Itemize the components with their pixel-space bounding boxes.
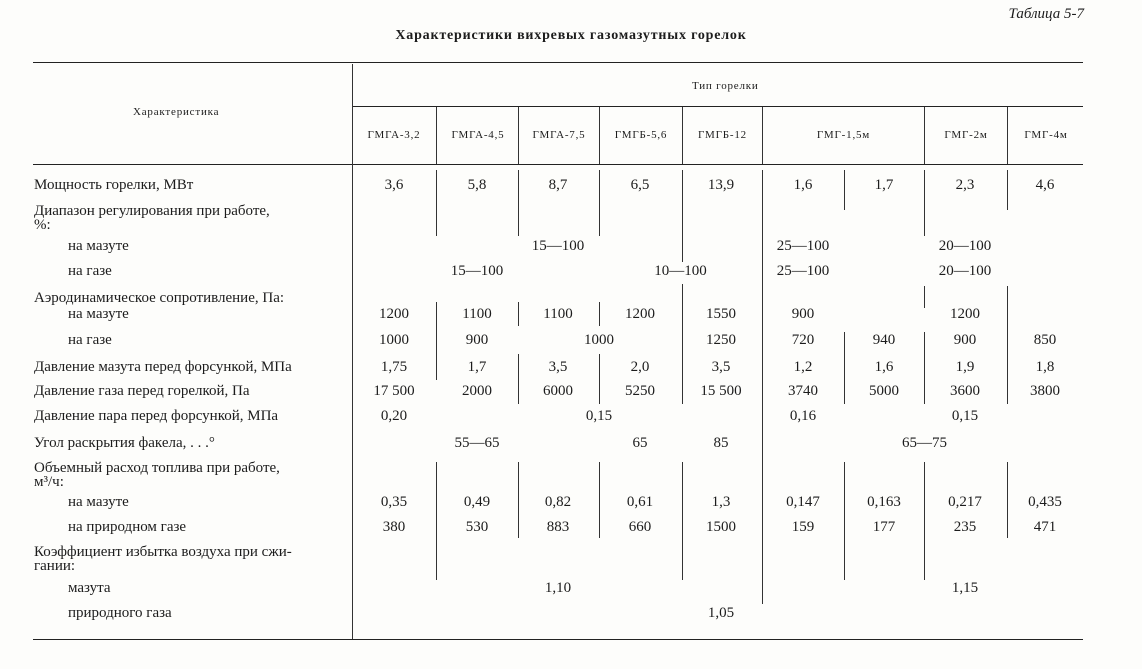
table-cell: 5250 xyxy=(625,383,655,399)
table-cell: 1,7 xyxy=(874,177,894,193)
table-cell: 0,435 xyxy=(1028,494,1062,510)
table-cell: 10—100 xyxy=(654,263,707,279)
table-cell: 15—100 xyxy=(531,238,585,254)
table-cell: 1,15 xyxy=(951,580,979,596)
table-cell: 0,49 xyxy=(463,494,491,510)
burner-type-label: ГМГ-1,5м xyxy=(816,129,871,141)
table-cell: 1250 xyxy=(706,332,736,348)
table-cell: 65—75 xyxy=(902,435,947,451)
table-cell: 177 xyxy=(872,519,896,535)
table-cell: 380 xyxy=(382,519,406,535)
table-cell: 3,5 xyxy=(548,359,568,375)
row-label: природного газа xyxy=(68,605,172,621)
table-cell: 1000 xyxy=(379,332,409,348)
table-cell: 159 xyxy=(791,519,815,535)
table-cell: 0,35 xyxy=(380,494,408,510)
burner-type-label: ГМГ-2м xyxy=(944,129,988,141)
table-cell: 530 xyxy=(465,519,489,535)
table-cell: 20—100 xyxy=(938,263,992,279)
table-cell: 15 500 xyxy=(700,383,742,399)
row-label: Мощность горелки, МВт xyxy=(34,177,194,193)
table-title: Характеристики вихревых газомазутных горелок xyxy=(395,28,747,43)
table-cell: 25—100 xyxy=(776,238,830,254)
table-cell: 900 xyxy=(465,332,489,348)
table-cell: 85 xyxy=(713,435,729,451)
table-cell: 0,147 xyxy=(786,494,820,510)
table-cell: 5000 xyxy=(869,383,899,399)
table-cell: 900 xyxy=(791,306,815,322)
row-label: Давление газа перед горелкой, Па xyxy=(34,383,250,399)
table-cell: 1200 xyxy=(379,306,409,322)
table-cell: 0,16 xyxy=(789,408,817,424)
table-cell: 900 xyxy=(953,332,977,348)
table-cell: 660 xyxy=(628,519,652,535)
row-label: на мазуте xyxy=(68,306,129,322)
table-cell: 940 xyxy=(872,332,896,348)
table-cell: 1200 xyxy=(625,306,655,322)
burner-type-label: ГМГБ-12 xyxy=(698,129,747,141)
table-cell: 1,3 xyxy=(711,494,731,510)
table-cell: 3740 xyxy=(788,383,818,399)
row-label: мазута xyxy=(68,580,111,596)
table-cell: 2,0 xyxy=(630,359,650,375)
table-cell: 3,5 xyxy=(711,359,731,375)
burner-type-label: ГМГА-3,2 xyxy=(367,129,421,141)
table-cell: 0,20 xyxy=(380,408,408,424)
table-cell: 0,217 xyxy=(948,494,982,510)
table-cell: 1000 xyxy=(584,332,614,348)
table-cell: 5,8 xyxy=(467,177,487,193)
burner-type-label: ГМГА-7,5 xyxy=(532,129,586,141)
table-cell: 0,82 xyxy=(544,494,572,510)
table-cell: 3,6 xyxy=(384,177,404,193)
row-label: на газе xyxy=(68,332,112,348)
table-cell: 1,2 xyxy=(793,359,813,375)
table-cell: 20—100 xyxy=(938,238,992,254)
row-label: Давление мазута перед форсункой, МПа xyxy=(34,359,292,375)
row-label: на природном газе xyxy=(68,519,187,535)
table-cell: 1,9 xyxy=(955,359,975,375)
row-label: гании: xyxy=(34,558,76,574)
table-cell: 1,05 xyxy=(707,605,735,621)
table-cell: 17 500 xyxy=(373,383,415,399)
table-cell: 3800 xyxy=(1030,383,1060,399)
table-cell: 471 xyxy=(1033,519,1057,535)
table-cell: 883 xyxy=(546,519,570,535)
table-cell: 2,3 xyxy=(955,177,975,193)
table-cell: 0,61 xyxy=(626,494,654,510)
table-cell: 0,15 xyxy=(951,408,979,424)
table-cell: 235 xyxy=(953,519,977,535)
row-label: на мазуте xyxy=(68,494,129,510)
table-cell: 850 xyxy=(1033,332,1057,348)
table-cell: 0,163 xyxy=(867,494,901,510)
table-cell: 1,8 xyxy=(1035,359,1055,375)
table-cell: 2000 xyxy=(462,383,492,399)
table-cell: 1200 xyxy=(950,306,980,322)
row-label: Аэродинамическое сопротивление, Па: xyxy=(34,290,285,306)
table-cell: 65 xyxy=(632,435,648,451)
table-cell: 3600 xyxy=(950,383,980,399)
table-cell: 4,6 xyxy=(1035,177,1055,193)
row-label: %: xyxy=(34,217,51,233)
row-label: Коэффициент избытка воздуха при сжи- xyxy=(34,544,292,560)
table-cell: 6,5 xyxy=(630,177,650,193)
row-label: м³/ч: xyxy=(34,474,64,490)
burner-type-label: ГМГБ-5,6 xyxy=(614,129,668,141)
table-cell: 1550 xyxy=(706,306,736,322)
row-label: Диапазон регулирования при работе, xyxy=(34,203,270,219)
row-label: на газе xyxy=(68,263,112,279)
characteristic-header: Характеристика xyxy=(133,106,220,118)
table-cell: 15—100 xyxy=(450,263,504,279)
row-label: Давление пара перед форсункой, МПа xyxy=(34,408,279,424)
table-cell: 0,15 xyxy=(585,408,613,424)
table-cell: 1,10 xyxy=(544,580,572,596)
table-cell: 55—65 xyxy=(454,435,500,451)
burner-type-label: ГМГА-4,5 xyxy=(451,129,505,141)
table-cell: 6000 xyxy=(543,383,573,399)
row-label: на мазуте xyxy=(68,238,129,254)
table-cell: 8,7 xyxy=(548,177,568,193)
table-cell: 1,75 xyxy=(380,359,408,375)
burner-type-label: ГМГ-4м xyxy=(1024,129,1068,141)
table-cell: 1100 xyxy=(543,306,573,322)
row-label: Объемный расход топлива при работе, xyxy=(34,460,280,476)
table-cell: 1,7 xyxy=(467,359,487,375)
table-cell: 1,6 xyxy=(874,359,894,375)
table-cell: 13,9 xyxy=(707,177,735,193)
burner-type-header: Тип горелки xyxy=(692,80,759,92)
table-cell: 1100 xyxy=(462,306,492,322)
table-number: Таблица 5-7 xyxy=(1008,6,1084,22)
row-label: Угол раскрытия факела, . . .° xyxy=(34,435,215,451)
table-cell: 720 xyxy=(791,332,815,348)
table-cell: 25—100 xyxy=(776,263,830,279)
table-cell: 1,6 xyxy=(793,177,813,193)
table-cell: 1500 xyxy=(706,519,736,535)
